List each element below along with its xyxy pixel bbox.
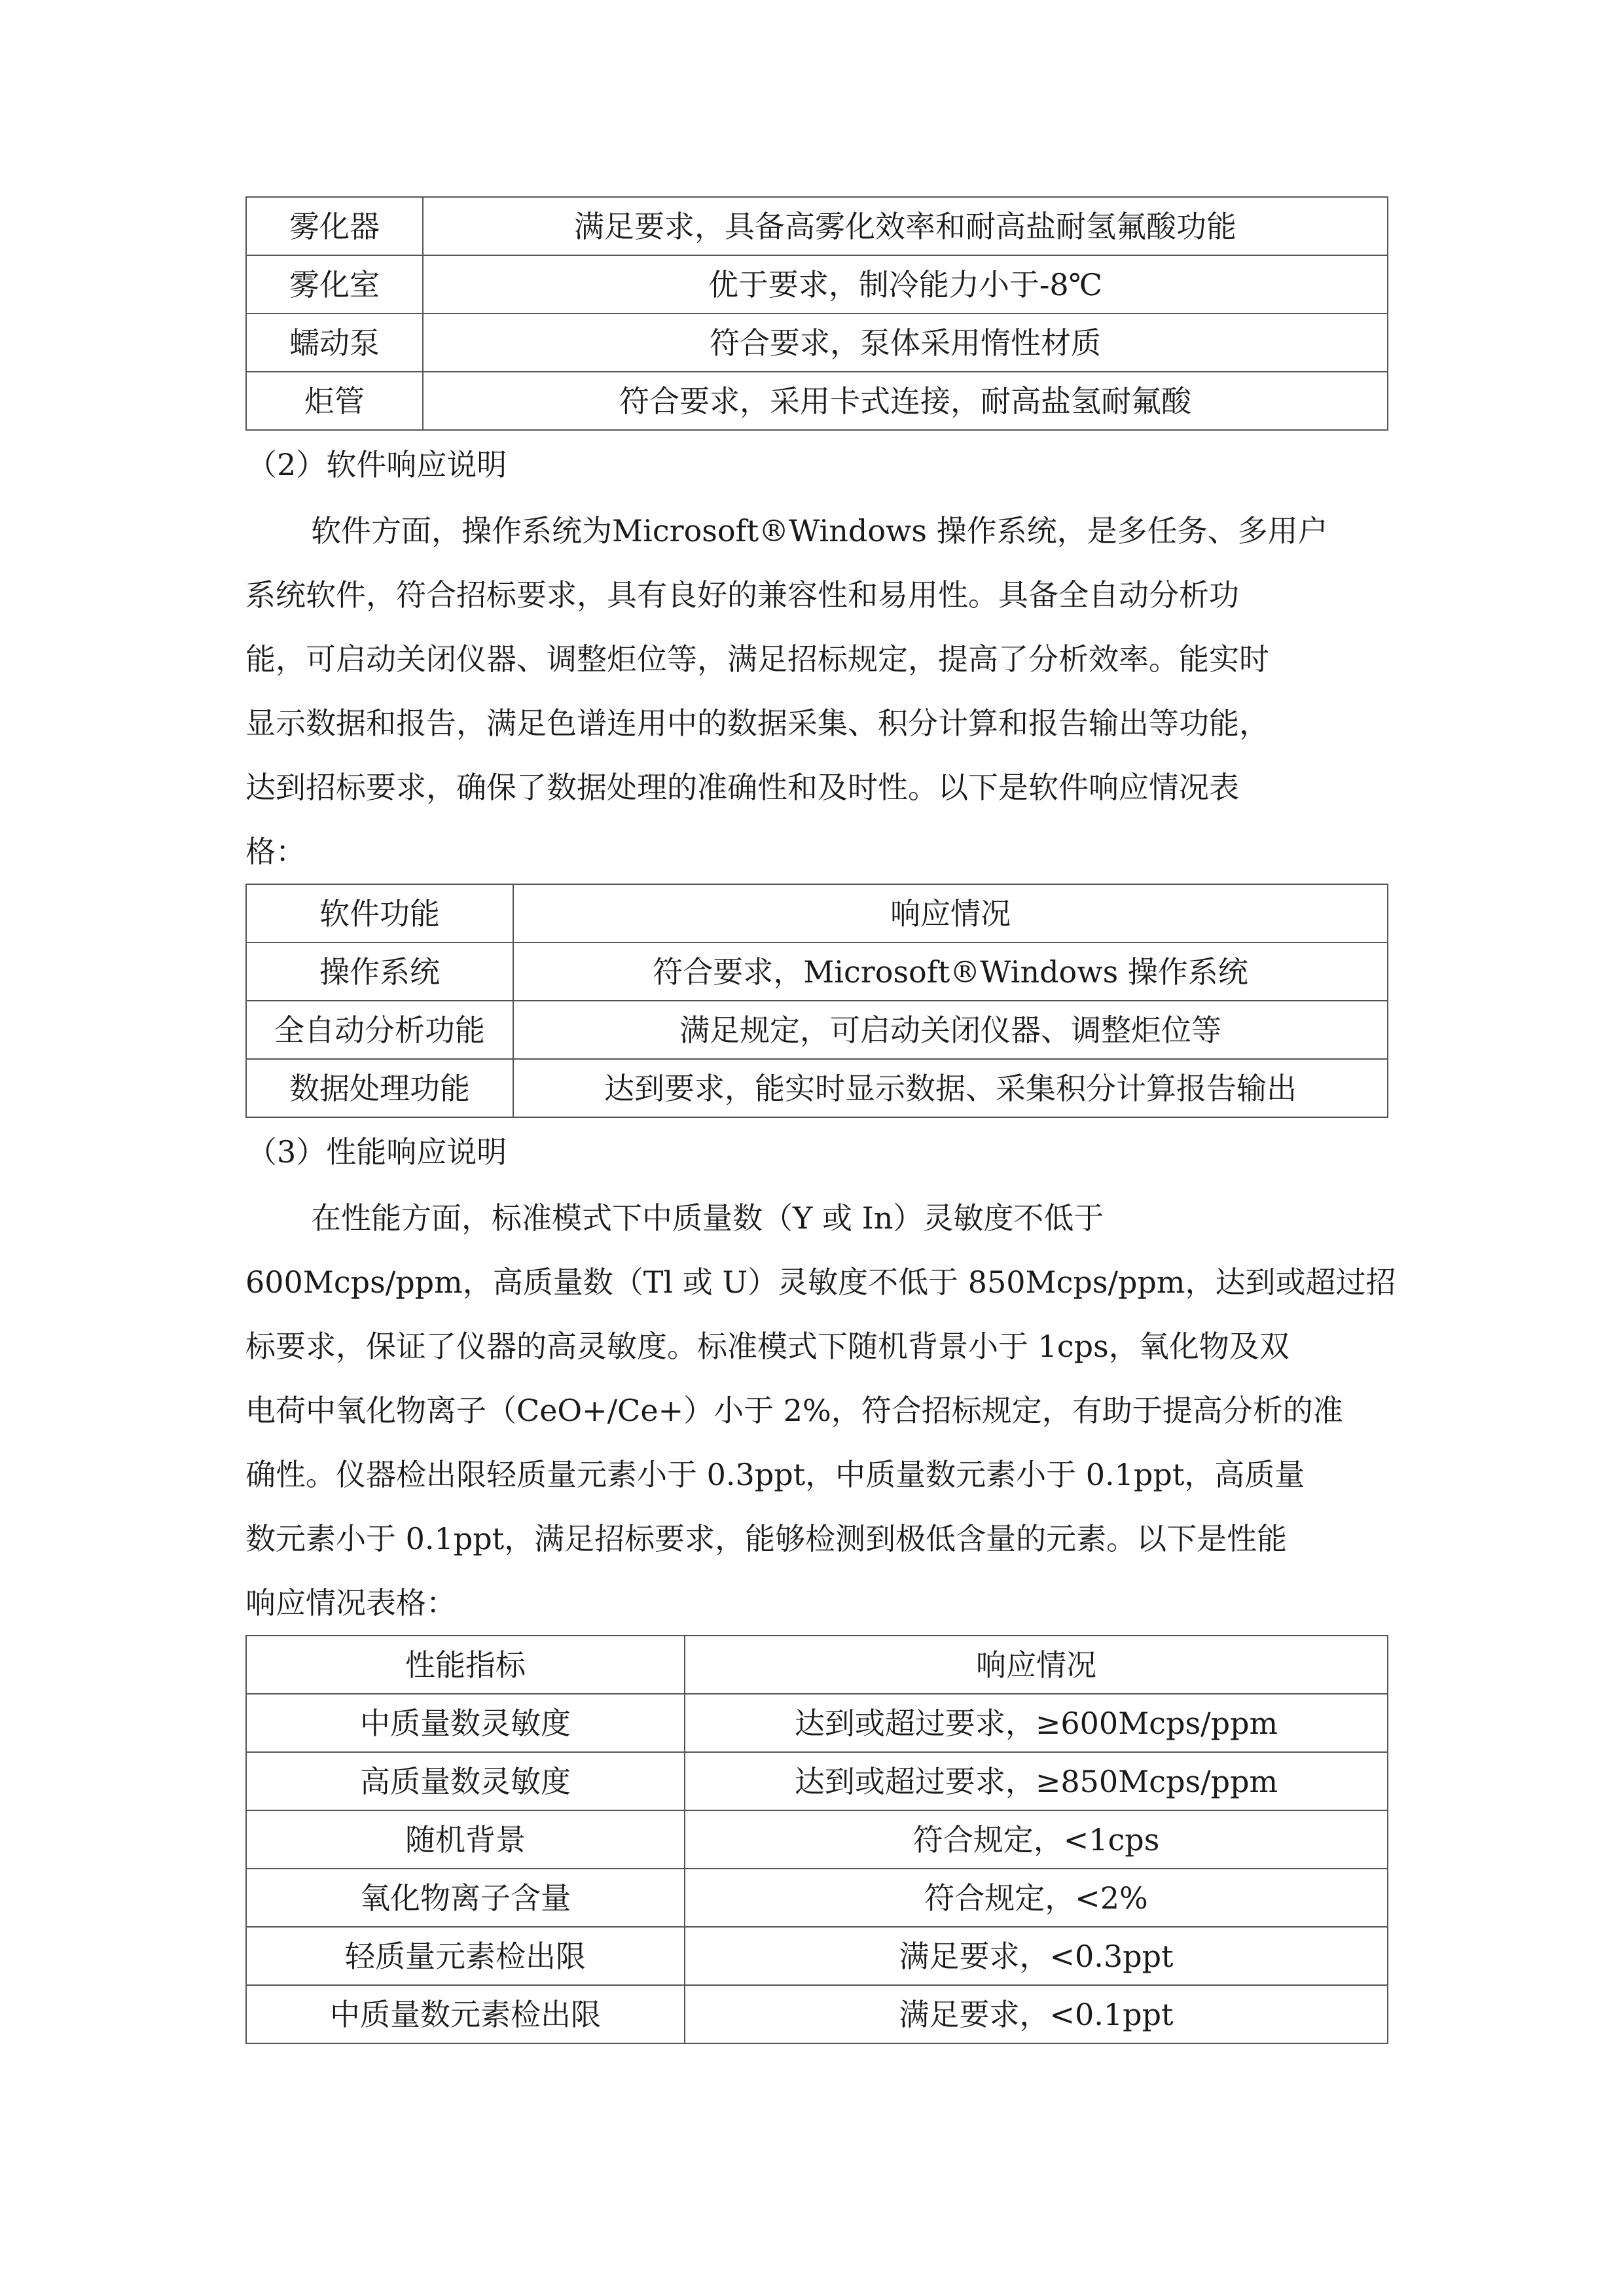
table-cell: 操作系统 [246, 942, 513, 1001]
paragraph-line: 在性能方面，标准模式下中质量数（Y 或 In）灵敏度不低于 [311, 1200, 1104, 1236]
paragraph-line: 标要求，保证了仪器的高灵敏度。标准模式下随机背景小于 1cps，氧化物及双 [245, 1329, 1290, 1364]
table-row [246, 1059, 1388, 1117]
table-row [246, 372, 1388, 430]
table-header-cell: 性能指标 [246, 1636, 685, 1694]
document-page [245, 196, 1396, 2044]
table-header-cell: 响应情况 [513, 884, 1388, 942]
table-cell: 雾化室 [246, 255, 423, 314]
paragraph-line: 响应情况表格： [245, 1585, 456, 1621]
table-cell: 达到或超过要求，≥600Mcps/ppm [685, 1694, 1388, 1752]
performance-paragraph [245, 1186, 1396, 1635]
table-row [246, 197, 1388, 255]
performance-response-table [245, 1635, 1388, 2044]
table-cell: 炬管 [246, 372, 423, 430]
section-heading-performance: （3）性能响应说明 [247, 1134, 507, 1170]
table-cell: 满足要求，具备高雾化效率和耐高盐耐氢氟酸功能 [423, 197, 1388, 255]
paragraph-line: 显示数据和报告，满足色谱连用中的数据采集、积分计算和报告输出等功能， [245, 706, 1269, 741]
table-row [246, 1694, 1388, 1752]
table-cell: 全自动分析功能 [246, 1001, 513, 1059]
table-row [246, 1001, 1388, 1059]
table-row [246, 1752, 1388, 1810]
table-header-cell: 响应情况 [685, 1636, 1388, 1694]
hardware-response-table [245, 196, 1388, 431]
table-cell: 达到或超过要求，≥850Mcps/ppm [685, 1752, 1388, 1810]
table-header-row [246, 884, 1388, 942]
paragraph-line: 格： [245, 834, 306, 869]
table-cell: 中质量数灵敏度 [246, 1694, 685, 1752]
paragraph-line: 数元素小于 0.1ppt，满足招标要求，能够检测到极低含量的元素。以下是性能 [245, 1521, 1288, 1556]
paragraph-line: 能，可启动关闭仪器、调整炬位等，满足招标规定，提高了分析效率。能实时 [245, 641, 1269, 677]
table-row [246, 1927, 1388, 1985]
paragraph-line: 软件方面，操作系统为Microsoft®Windows 操作系统，是多任务、多用户 [311, 513, 1328, 548]
software-response-table [245, 884, 1388, 1118]
table-cell: 符合规定，<2% [685, 1869, 1388, 1927]
table-cell: 符合要求，Microsoft®Windows 操作系统 [513, 942, 1388, 1001]
table-cell: 符合要求，泵体采用惰性材质 [423, 314, 1388, 372]
table-cell: 满足要求，<0.3ppt [685, 1927, 1388, 1985]
software-paragraph [245, 499, 1387, 884]
paragraph-line: 确性。仪器检出限轻质量元素小于 0.3ppt，中质量数元素小于 0.1ppt，高质量 [245, 1457, 1305, 1492]
table-cell: 高质量数灵敏度 [246, 1752, 685, 1810]
paragraph-line: 600Mcps/ppm，高质量数（Tl 或 U）灵敏度不低于 850Mcps/ppm，达到或超过招 [245, 1265, 1396, 1300]
table-cell: 优于要求，制冷能力小于-8℃ [423, 255, 1388, 314]
table-cell: 满足要求，<0.1ppt [685, 1985, 1388, 2043]
table-cell: 中质量数元素检出限 [246, 1985, 685, 2043]
table-cell: 符合规定，<1cps [685, 1810, 1388, 1869]
table-cell: 随机背景 [246, 1810, 685, 1869]
table-row [246, 942, 1388, 1001]
table-cell: 符合要求，采用卡式连接，耐高盐氢耐氟酸 [423, 372, 1388, 430]
table-cell: 轻质量元素检出限 [246, 1927, 685, 1985]
table-cell: 雾化器 [246, 197, 423, 255]
paragraph-line: 电荷中氧化物离子（CeO+/Ce+）小于 2%，符合招标规定，有助于提高分析的准 [245, 1393, 1343, 1428]
table-cell: 达到要求，能实时显示数据、采集积分计算报告输出 [513, 1059, 1388, 1117]
paragraph-line: 系统软件，符合招标要求，具有良好的兼容性和易用性。具备全自动分析功 [245, 577, 1239, 613]
table-cell: 满足规定，可启动关闭仪器、调整炬位等 [513, 1001, 1388, 1059]
table-row [246, 314, 1388, 372]
table-row [246, 255, 1388, 314]
table-row [246, 1869, 1388, 1927]
paragraph-line: 达到招标要求，确保了数据处理的准确性和及时性。以下是软件响应情况表 [245, 770, 1239, 805]
section-heading-software: （2）软件响应说明 [247, 447, 507, 482]
table-cell: 氧化物离子含量 [246, 1869, 685, 1927]
table-cell: 数据处理功能 [246, 1059, 513, 1117]
table-cell: 蠕动泵 [246, 314, 423, 372]
table-row [246, 1985, 1388, 2043]
table-header-cell: 软件功能 [246, 884, 513, 942]
table-header-row [246, 1636, 1388, 1694]
table-row [246, 1810, 1388, 1869]
